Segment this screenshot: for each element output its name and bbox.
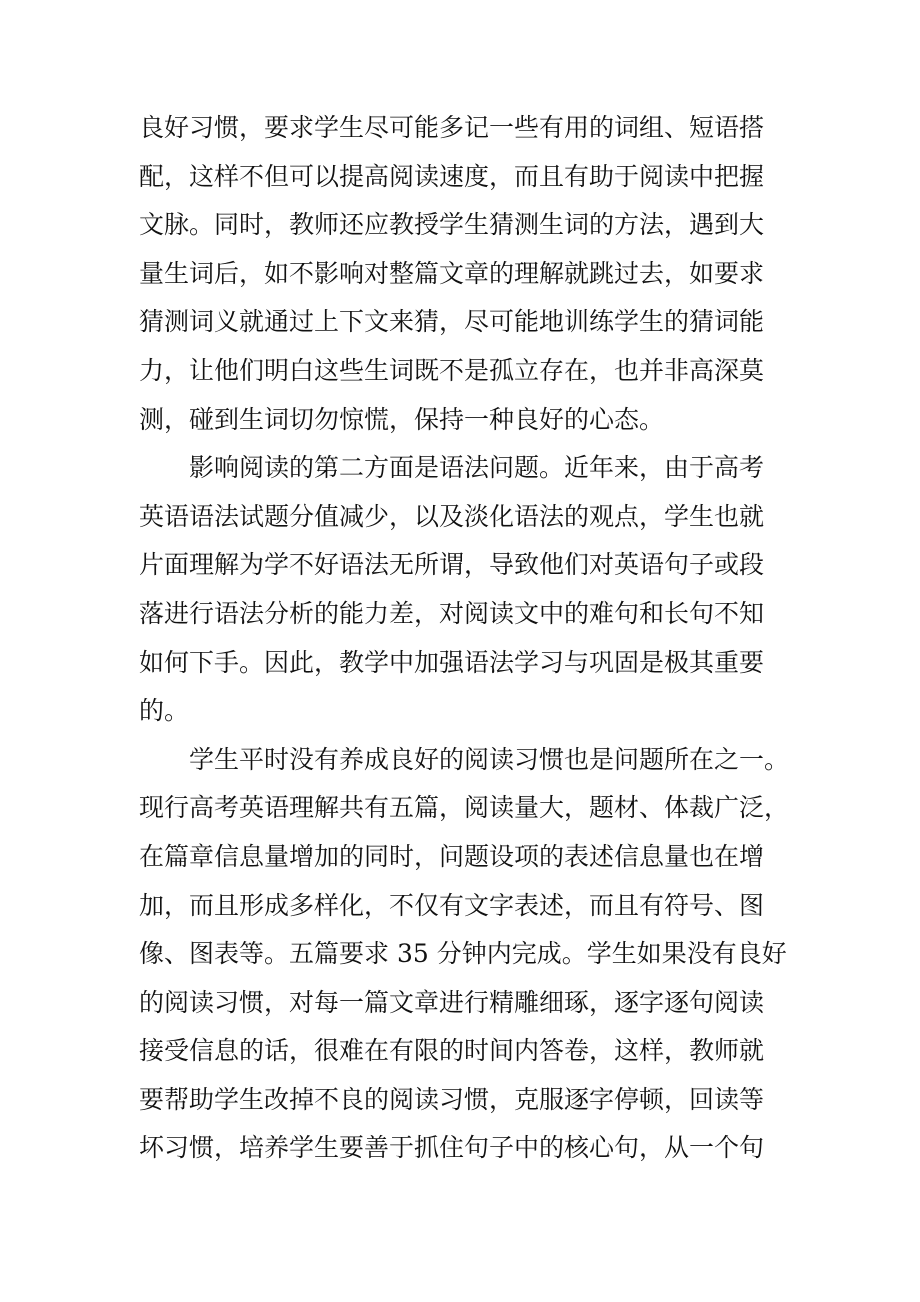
text-line-18: 像、图表等。五篇要求 35 分钟内完成。学生如果没有良好 [139,939,787,969]
text-line-9: 英语语法试题分值减少，以及淡化语法的观点，学生也就 [139,501,765,531]
document-body [139,104,790,1173]
text-line-8: 影响阅读的第二方面是语法问题。近年来，由于高考 [139,453,765,483]
text-line-3: 文脉。同时，教师还应教授学生猜测生词的方法，遇到大 [139,210,765,240]
text-line-15: 现行高考英语理解共有五篇，阅读量大，题材、体裁广泛， [139,793,790,823]
text-line-19: 的阅读习惯，对每一篇文章进行精雕细琢，逐字逐句阅读 [139,987,765,1017]
text-line-13: 的。 [139,696,190,726]
text-line-11: 落进行语法分析的能力差，对阅读文中的难句和长句不知 [139,598,765,628]
text-line-22: 坏习惯，培养学生要善于抓住句子中的核心句，从一个句 [139,1133,765,1163]
text-line-5: 猜测词义就通过上下文来猜，尽可能地训练学生的猜词能 [139,307,765,337]
text-line-20: 接受信息的话，很难在有限的时间内答卷，这样，教师就 [139,1036,765,1066]
text-line-1: 良好习惯，要求学生尽可能多记一些有用的词组、短语搭 [139,113,765,142]
text-line-2: 配，这样不但可以提高阅读速度，而且有助于阅读中把握 [139,161,765,191]
text-line-16: 在篇章信息量增加的同时，问题设项的表述信息量也在增 [139,841,765,871]
text-line-6: 力，让他们明白这些生词既不是孤立存在，也并非高深莫 [139,355,765,385]
text-line-4: 量生词后，如不影响对整篇文章的理解就跳过去，如要求 [139,258,765,288]
text-line-10: 片面理解为学不好语法无所谓，导致他们对英语句子或段 [139,550,765,580]
text-line-14: 学生平时没有养成良好的阅读习惯也是问题所在之一。 [139,744,790,774]
text-line-21: 要帮助学生改掉不良的阅读习惯，克服逐字停顿，回读等 [139,1084,765,1114]
text-line-12: 如何下手。因此，教学中加强语法学习与巩固是极其重要 [139,647,765,677]
text-line-7: 测，碰到生词切勿惊慌，保持一种良好的心态。 [139,404,665,434]
text-line-17: 加，而且形成多样化，不仅有文字表述，而且有符号、图 [139,890,765,920]
